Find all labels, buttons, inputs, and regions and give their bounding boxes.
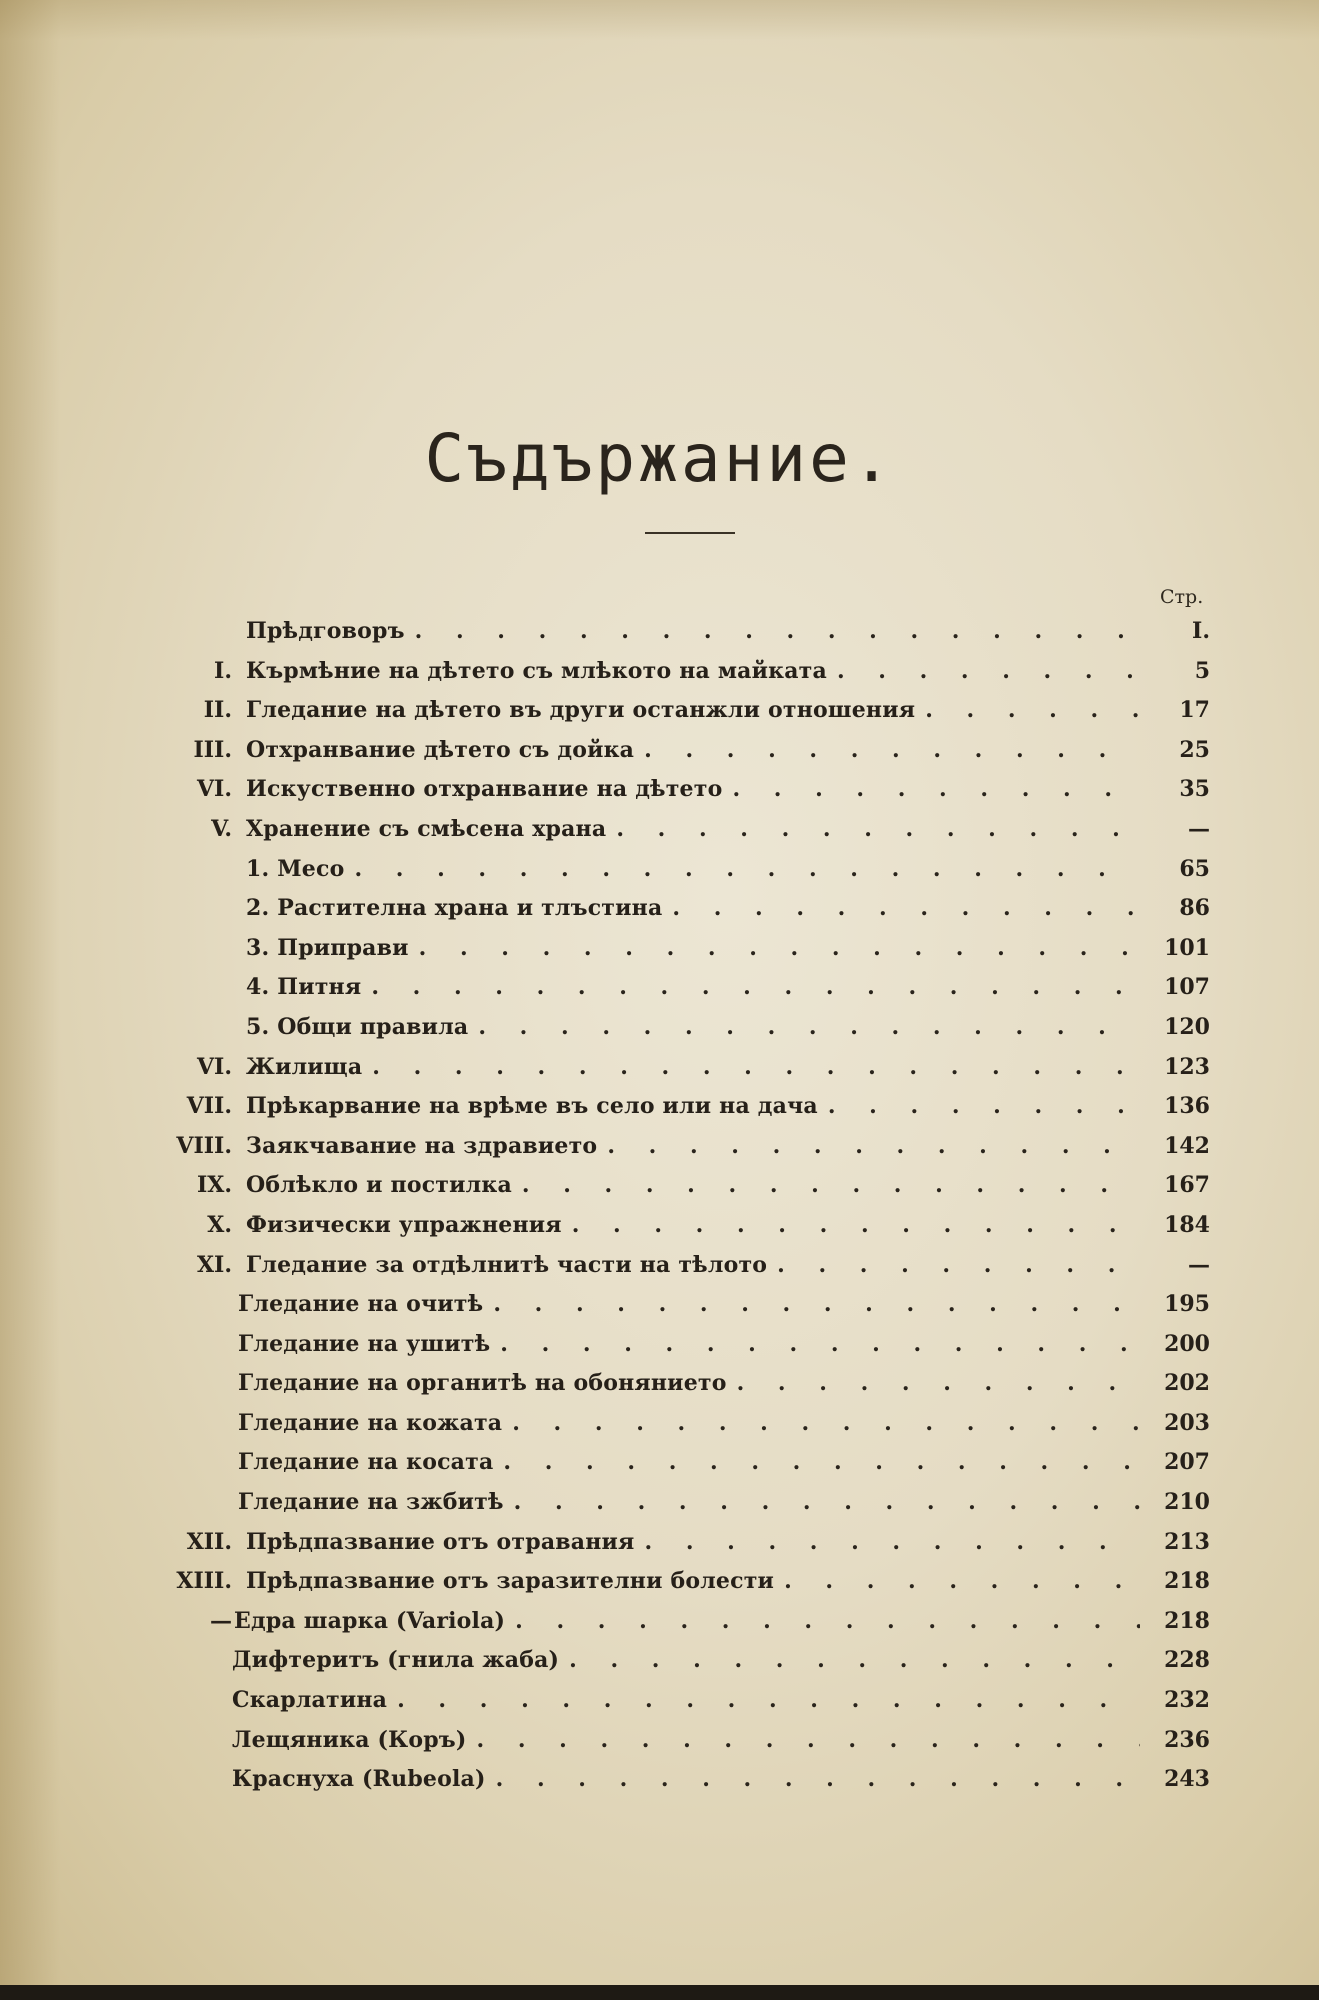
entry-label: Искуственно отхранвание на дѣтето: [246, 776, 723, 803]
toc-entry: [140, 1641, 1210, 1681]
page-number: 167: [1164, 1172, 1210, 1199]
chapter-number: X.: [207, 1211, 232, 1238]
leader-dots: [569, 1641, 1140, 1681]
page-number: 86: [1179, 895, 1210, 922]
page-number: 200: [1164, 1330, 1210, 1357]
leader-dots: [737, 1364, 1140, 1404]
toc-entry: [140, 1523, 1210, 1563]
leader-dots: [607, 1127, 1140, 1167]
page-number: 218: [1164, 1568, 1210, 1595]
chapter-number: —: [210, 1607, 232, 1634]
entry-label: 5. Общи правила: [246, 1013, 469, 1040]
chapter-number: III.: [193, 736, 232, 763]
toc-entry: [140, 1562, 1210, 1602]
entry-label: Прѣкарвание на врѣме въ село или на дача: [246, 1093, 818, 1120]
leader-dots: [371, 968, 1140, 1008]
page-title: Съдържание.: [424, 420, 895, 497]
leader-dots: [397, 1681, 1140, 1721]
entry-label: Гледание на дѣтето въ други останжли отношения: [246, 697, 916, 724]
leader-dots: [419, 929, 1140, 969]
toc-entry: [140, 889, 1210, 929]
page-number: 123: [1164, 1053, 1210, 1080]
toc-entry: [140, 1246, 1210, 1286]
entry-label: Облѣкло и постилка: [246, 1172, 512, 1199]
page-number: 65: [1179, 855, 1210, 882]
entry-label: Кърмѣние на дѣтето съ млѣкото на майката: [246, 657, 827, 684]
toc-entry: [140, 1206, 1210, 1246]
entry-label: Заякчавание на здравието: [246, 1132, 598, 1159]
entry-label: Гледание на зжбитѣ: [238, 1489, 504, 1516]
chapter-number: I.: [214, 657, 232, 684]
chapter-number: XI.: [196, 1251, 232, 1278]
toc-entry: [140, 1087, 1210, 1127]
toc-entry: [140, 1721, 1210, 1761]
leader-dots: [493, 1285, 1140, 1325]
entry-label: Дифтеритъ (гнила жаба): [232, 1647, 560, 1674]
toc-entry: [140, 850, 1210, 890]
page-number: 236: [1164, 1726, 1210, 1753]
page-number: —: [1188, 815, 1210, 842]
entry-label: Гледание на кожата: [238, 1409, 503, 1436]
chapter-number: VI.: [196, 1053, 232, 1080]
toc-entry: [140, 929, 1210, 969]
chapter-number: XII.: [186, 1528, 232, 1555]
chapter-number: V.: [211, 815, 232, 842]
page-number: —: [1188, 1251, 1210, 1278]
toc-entry: [140, 1483, 1210, 1523]
leader-dots: [837, 652, 1140, 692]
toc-entry: [140, 1404, 1210, 1444]
leader-dots: [522, 1166, 1140, 1206]
page-number: 120: [1164, 1013, 1210, 1040]
page-number: 17: [1179, 697, 1210, 724]
page-number: 207: [1164, 1449, 1210, 1476]
page-number: 210: [1164, 1489, 1210, 1516]
page-number: 232: [1164, 1687, 1210, 1714]
entry-label: 2. Растителна храна и тлъстина: [246, 895, 663, 922]
toc-entry: [140, 1681, 1210, 1721]
entry-label: Гледание на органитѣ на обонянието: [238, 1370, 727, 1397]
page-number: 184: [1164, 1211, 1210, 1238]
leader-dots: [572, 1206, 1140, 1246]
entry-label: Физически упражнения: [246, 1211, 562, 1238]
toc-entry: [140, 1008, 1210, 1048]
leader-dots: [828, 1087, 1140, 1127]
entry-label: Гледание на очитѣ: [238, 1291, 484, 1318]
toc-entry: [140, 1364, 1210, 1404]
leader-dots: [732, 770, 1140, 810]
toc-entry: [140, 731, 1210, 771]
leader-dots: [477, 1721, 1141, 1761]
page-number: 25: [1179, 736, 1210, 763]
leader-dots: [645, 1523, 1140, 1563]
leader-dots: [496, 1760, 1140, 1800]
entry-label: Хранение съ смѣсена храна: [246, 815, 607, 842]
entry-label: Лещяника (Коръ): [232, 1726, 467, 1753]
entry-label: Гледание на ушитѣ: [238, 1330, 491, 1357]
page-number: 136: [1164, 1093, 1210, 1120]
leader-dots: [478, 1008, 1140, 1048]
page-column-label: Стр.: [1160, 586, 1204, 608]
toc-entry: [140, 1325, 1210, 1365]
page-number: 107: [1164, 974, 1210, 1001]
toc-entry: [140, 1602, 1210, 1642]
chapter-number: VIII.: [176, 1132, 232, 1159]
entry-label: Краснуха (Rubeola): [232, 1766, 486, 1793]
title-divider: [645, 532, 735, 534]
chapter-number: VII.: [186, 1093, 232, 1120]
leader-dots: [644, 731, 1140, 771]
entry-label: 4. Питня: [246, 974, 362, 1001]
entry-label: Прѣдпазвание отъ отравания: [246, 1528, 635, 1555]
toc-entry: [140, 968, 1210, 1008]
toc-entry: [140, 1166, 1210, 1206]
entry-label: Гледание за отдѣлнитѣ части на тѣлото: [246, 1251, 768, 1278]
toc-entry: [140, 770, 1210, 810]
entry-label: Скарлатина: [232, 1687, 388, 1714]
leader-dots: [372, 1048, 1140, 1088]
leader-dots: [354, 850, 1140, 890]
entry-label: Гледание на косата: [238, 1449, 494, 1476]
entry-label: 1. Месо: [246, 855, 345, 882]
leader-dots: [512, 1404, 1140, 1444]
page-number: 35: [1179, 776, 1210, 803]
chapter-number: II.: [203, 697, 232, 724]
toc-entry: [140, 1285, 1210, 1325]
entry-label: Прѣдговоръ: [246, 618, 405, 644]
page-number: 218: [1164, 1607, 1210, 1634]
toc-entry: [140, 1127, 1210, 1167]
chapter-number: XIII.: [176, 1568, 232, 1595]
leader-dots: [415, 612, 1140, 652]
toc-entry: [140, 612, 1210, 652]
toc-entry: [140, 652, 1210, 692]
page-number: 228: [1164, 1647, 1210, 1674]
table-of-contents: [140, 612, 1210, 1800]
leader-dots: [777, 1246, 1140, 1286]
page-number: 202: [1164, 1370, 1210, 1397]
page-number: 195: [1164, 1291, 1210, 1318]
entry-label: Прѣдпазвание отъ заразителни болести: [246, 1568, 775, 1595]
page-number: 142: [1164, 1132, 1210, 1159]
chapter-number: IX.: [196, 1172, 232, 1199]
leader-dots: [503, 1443, 1140, 1483]
toc-entry: [140, 1048, 1210, 1088]
entry-label: 3. Приправи: [246, 934, 409, 961]
leader-dots: [515, 1602, 1140, 1642]
page-number: 203: [1164, 1409, 1210, 1436]
leader-dots: [500, 1325, 1140, 1365]
leader-dots: [672, 889, 1140, 929]
leader-dots: [514, 1483, 1140, 1523]
toc-entry: [140, 810, 1210, 850]
page-number: 101: [1164, 934, 1210, 961]
page-number: I.: [1192, 618, 1210, 644]
entry-label: Отхранвание дѣтето съ дойка: [246, 736, 635, 763]
toc-entry: [140, 691, 1210, 731]
leader-dots: [784, 1562, 1140, 1602]
toc-entry: [140, 1443, 1210, 1483]
entry-label: Жилища: [246, 1053, 363, 1080]
page-number: 5: [1194, 657, 1210, 684]
leader-dots: [925, 691, 1140, 731]
chapter-number: VI.: [196, 776, 232, 803]
toc-entry: [140, 1760, 1210, 1800]
entry-label: Едра шарка (Variola): [234, 1607, 506, 1634]
leader-dots: [616, 810, 1140, 850]
page-number: 213: [1164, 1528, 1210, 1555]
page-number: 243: [1164, 1766, 1210, 1793]
